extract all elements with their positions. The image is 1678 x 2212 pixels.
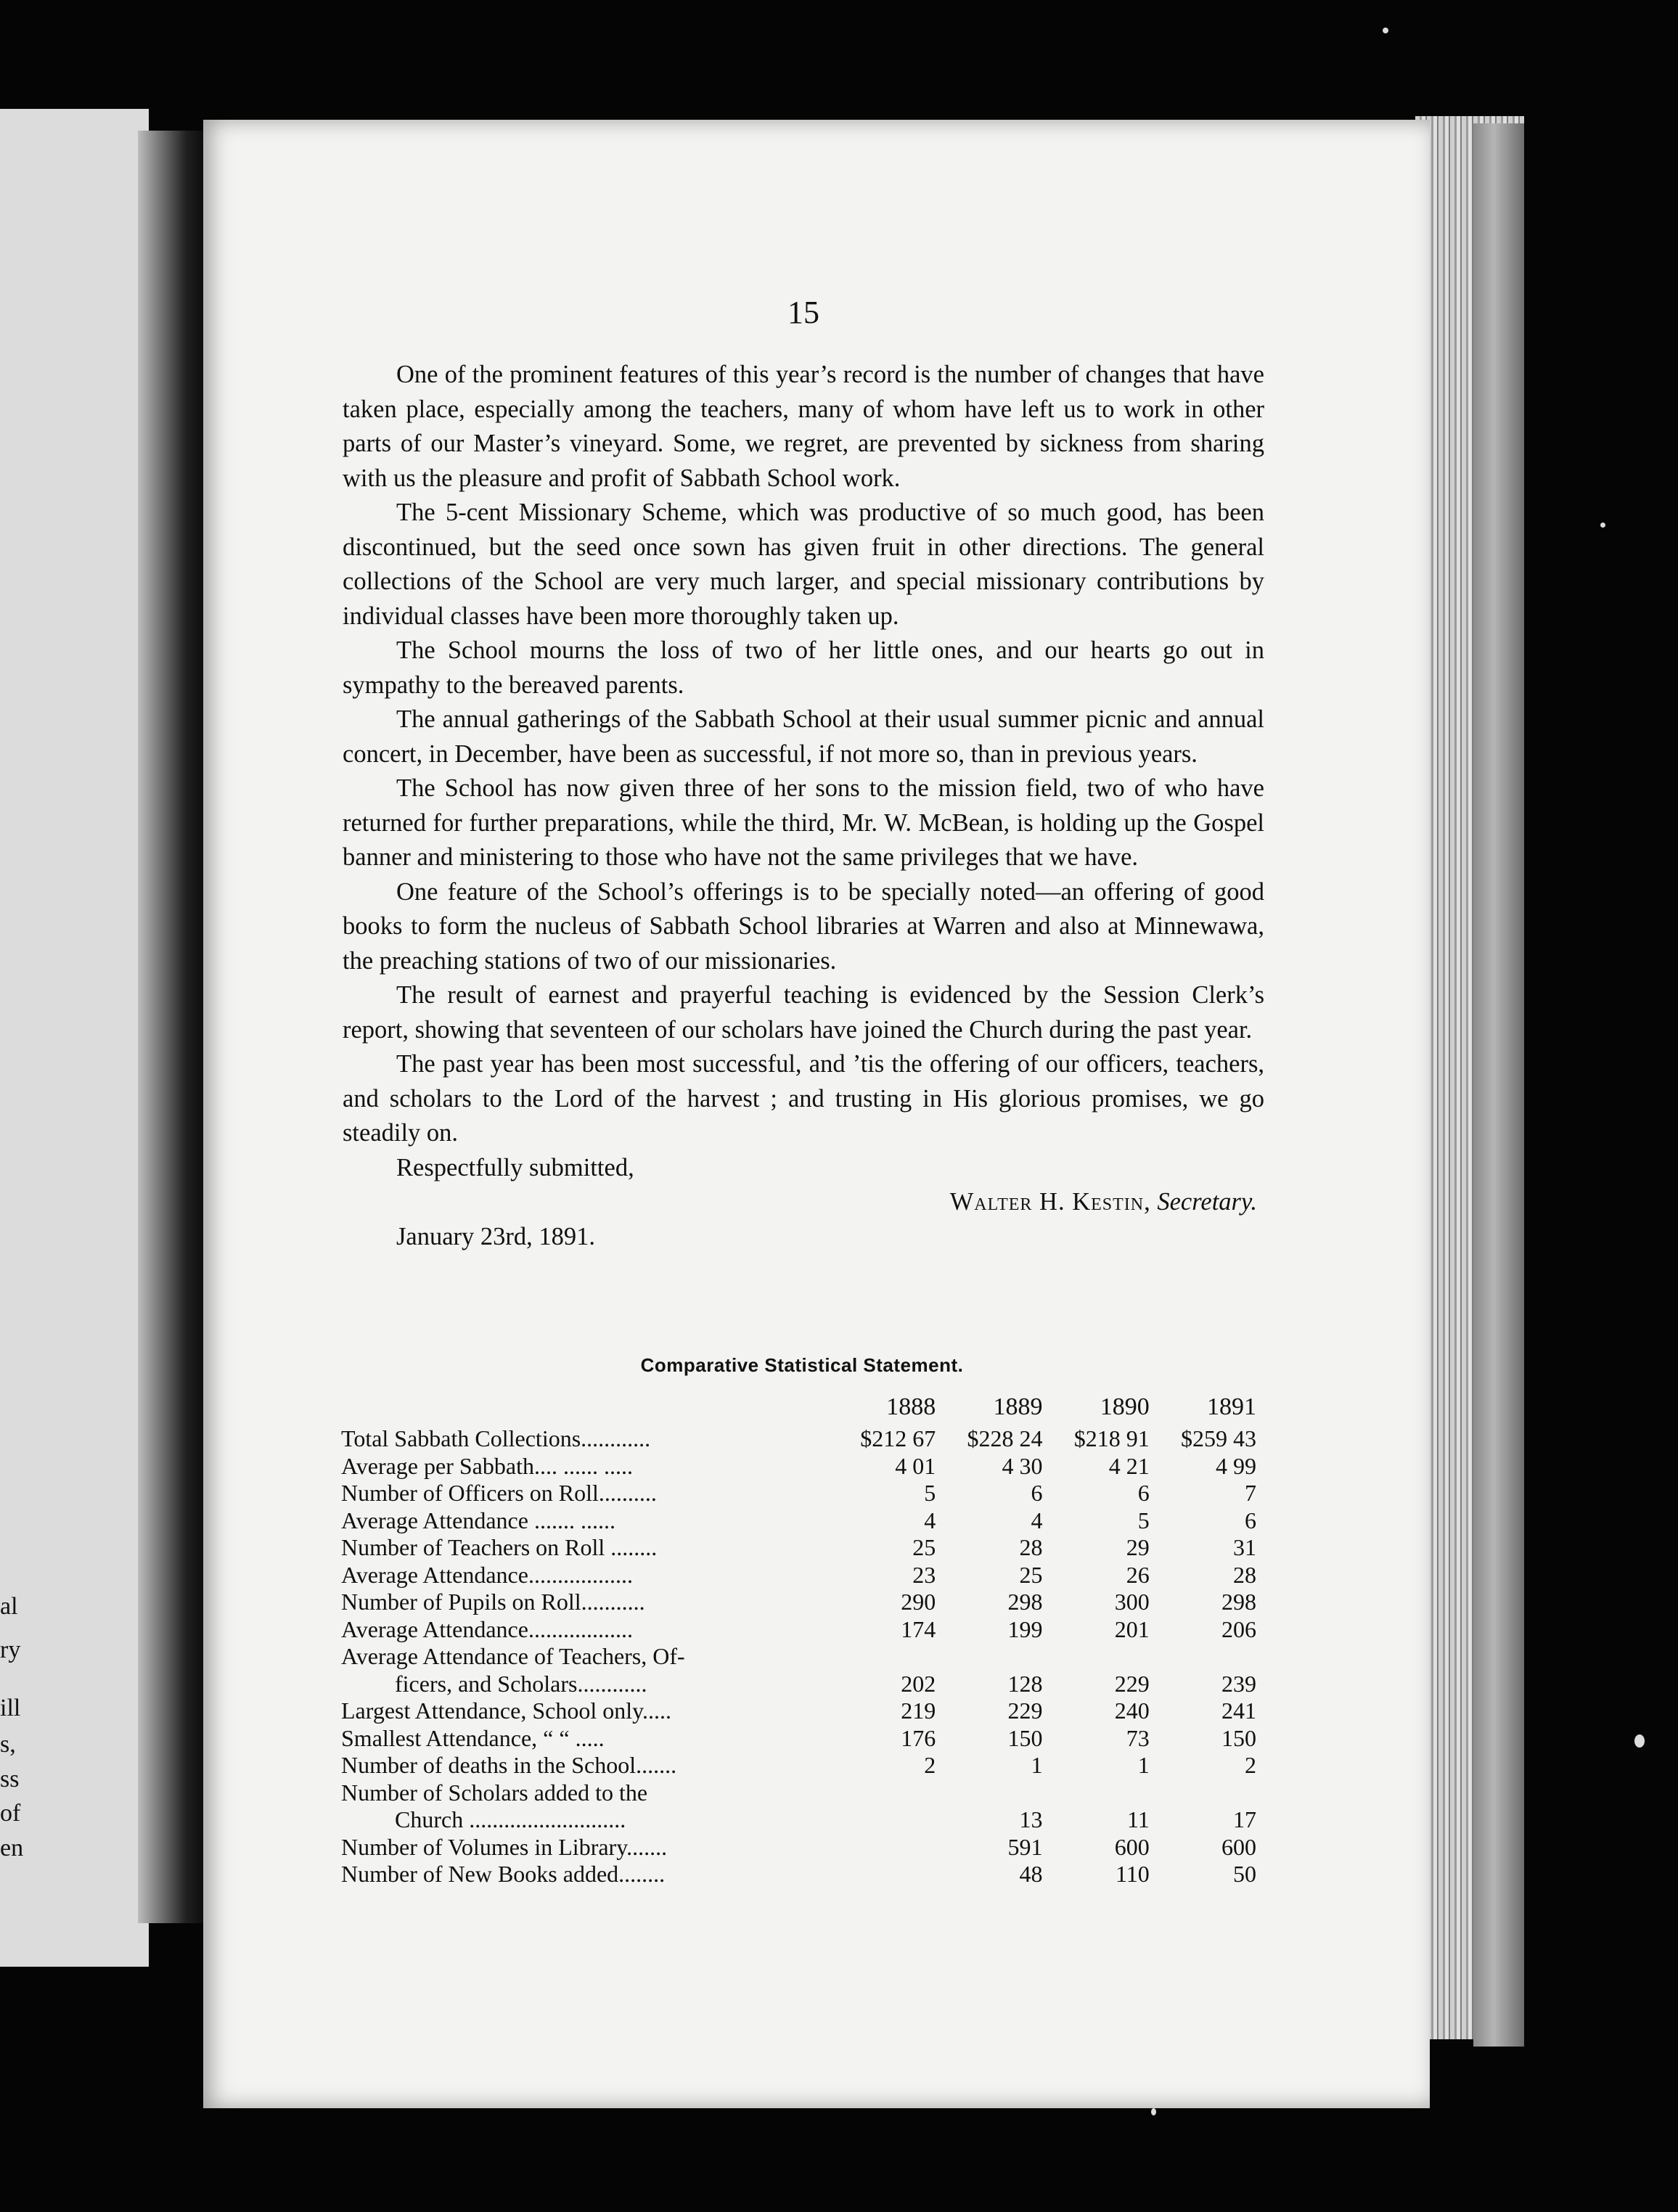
cell-value: $212 67 <box>860 1425 936 1451</box>
cell-value: 290 <box>901 1589 936 1615</box>
row-label: ficers, and Scholars............ <box>395 1670 647 1697</box>
row-label: Average Attendance ....... ...... <box>341 1507 615 1533</box>
cell-value: 219 <box>901 1697 936 1724</box>
cell-value <box>839 1834 946 1861</box>
cell-value: 6 <box>1137 1480 1150 1506</box>
paragraph: The 5-cent Missionary Scheme, which was productive of so much good, has been discontinued, but the seed once sown has given fruit in other directions. The general collections of the School are very much larger, and special missionary contributions by individual classes have been more thoroughly taken up. <box>343 499 1264 630</box>
cell-value: 229 <box>1114 1670 1150 1697</box>
cell-value: 300 <box>1114 1589 1150 1615</box>
table-row <box>341 1425 1266 1453</box>
cell-value: 1 <box>1031 1752 1043 1778</box>
paragraph: The School has now given three of her sons to the mission field, two of who have returned for further preparations, while the third, Mr. W. McBean, is holding up the Gospel banner and ministering to those who have not the same privileges that we have. <box>343 774 1264 871</box>
cell-value: 23 <box>912 1561 936 1588</box>
cell-value: 1 <box>1137 1752 1150 1778</box>
cell-value: 26 <box>1126 1561 1150 1588</box>
table-body <box>341 1425 1266 1888</box>
cell-value: 229 <box>1007 1697 1043 1724</box>
paragraph: One feature of the School’s offerings is to be specially noted—an offering of good books to form the nucleus of Sabbath School libraries at Warren and also at Minnewawa, the preaching stations of two of our missionaries. <box>343 877 1264 975</box>
table-row <box>341 1697 1266 1725</box>
cell-value <box>839 1643 946 1671</box>
speck <box>1634 1734 1645 1748</box>
paragraph: The annual gatherings of the Sabbath School at their usual summer picnic and annual concert, in December, have been as successful, if not more so, than in previous years. <box>343 705 1264 768</box>
cell-value: 13 <box>1019 1806 1043 1832</box>
row-label: Number of Scholars added to the <box>341 1779 648 1806</box>
table-title: Comparative Statistical Statement. <box>640 1354 964 1376</box>
cell-value: 4 <box>924 1507 936 1533</box>
table-row <box>341 1834 1266 1861</box>
cell-value: 2 <box>924 1752 936 1778</box>
cell-value: 50 <box>1233 1861 1256 1887</box>
cell-value: 241 <box>1221 1697 1256 1724</box>
facing-page-fragment: al <box>0 1593 18 1620</box>
table-row <box>341 1779 1266 1807</box>
cell-value: 600 <box>1221 1833 1256 1860</box>
speck <box>1383 28 1388 33</box>
closing-line: Respectfully submitted, <box>396 1153 634 1181</box>
cell-value: 206 <box>1221 1615 1256 1642</box>
facing-page-fragment: en <box>0 1835 24 1861</box>
cell-value: 128 <box>1007 1670 1043 1697</box>
book-cover-edge <box>1473 123 1524 2047</box>
cell-value <box>946 1779 1052 1807</box>
cell-value: 174 <box>901 1615 936 1642</box>
year-header: 1888 <box>886 1393 936 1420</box>
signature-block <box>343 1185 1264 1220</box>
signature-name: Walter H. Kestin, <box>949 1188 1151 1216</box>
statistics-table <box>341 1393 1266 1888</box>
speck <box>1151 2108 1156 2115</box>
cell-value: 11 <box>1126 1806 1150 1832</box>
paragraph: The School mourns the loss of two of her little ones, and our hearts go out in sympathy to the bereaved parents. <box>343 636 1264 699</box>
cell-value: 5 <box>1137 1507 1150 1533</box>
cell-value: 176 <box>901 1724 936 1751</box>
cell-value <box>1053 1779 1160 1807</box>
table-row <box>341 1589 1266 1616</box>
cell-value: 29 <box>1126 1534 1150 1560</box>
row-label: Average Attendance.................. <box>341 1561 633 1588</box>
table-row <box>341 1534 1266 1562</box>
cell-value <box>1053 1643 1160 1671</box>
facing-page-fragment: ss <box>0 1766 20 1793</box>
cell-value: 25 <box>1019 1561 1043 1588</box>
cell-value: 4 30 <box>1002 1452 1043 1479</box>
cell-value: $218 91 <box>1073 1425 1150 1451</box>
year-header: 1891 <box>1207 1393 1256 1420</box>
facing-page <box>0 109 149 1967</box>
cell-value: $259 43 <box>1181 1425 1256 1451</box>
cell-value: 17 <box>1233 1806 1256 1832</box>
cell-value <box>839 1779 946 1807</box>
row-label: Number of deaths in the School....... <box>341 1752 677 1778</box>
cell-value <box>839 1861 946 1888</box>
row-label: Average Attendance of Teachers, Of- <box>341 1643 685 1669</box>
row-label: Number of Officers on Roll.......... <box>341 1480 657 1506</box>
paragraph: The past year has been most successful, and ’tis the offering of our officers, teachers, and scholars to the Lord of the harvest ; and trusting in His glorious promises, we go steadily on. <box>343 1050 1264 1147</box>
cell-value: 73 <box>1126 1724 1150 1751</box>
cell-value: 48 <box>1019 1861 1043 1887</box>
row-label: Number of New Books added........ <box>341 1861 666 1887</box>
cell-value: 4 21 <box>1108 1452 1150 1479</box>
cell-value: 28 <box>1233 1561 1256 1588</box>
cell-value: 110 <box>1115 1861 1150 1887</box>
cell-value <box>1160 1779 1266 1807</box>
cell-value: 7 <box>1245 1480 1256 1506</box>
cell-value: 6 <box>1245 1507 1256 1533</box>
cell-value: 4 <box>1031 1507 1043 1533</box>
table-row <box>341 1671 1266 1698</box>
table-row <box>341 1480 1266 1507</box>
year-header: 1890 <box>1100 1393 1150 1420</box>
cell-value <box>946 1643 1052 1671</box>
row-label: Smallest Attendance, “ “ ..... <box>341 1724 605 1751</box>
cell-value: 5 <box>924 1480 936 1506</box>
table-header-row <box>341 1393 1266 1425</box>
page-number: 15 <box>787 295 819 330</box>
cell-value: 31 <box>1233 1534 1256 1560</box>
facing-page-fragment: ry <box>0 1637 21 1663</box>
row-label: Largest Attendance, School only..... <box>341 1697 672 1724</box>
paragraph: The result of earnest and prayerful teaching is evidenced by the Session Clerk’s report, showing that seventeen of our scholars have joined the Church during the past year. <box>343 981 1264 1044</box>
cell-value: 201 <box>1114 1615 1150 1642</box>
table-row <box>341 1562 1266 1589</box>
cell-value: 28 <box>1019 1534 1043 1560</box>
cell-value: 591 <box>1007 1833 1043 1860</box>
cell-value: 150 <box>1221 1724 1256 1751</box>
cell-value: 4 01 <box>895 1452 936 1479</box>
row-label: Number of Teachers on Roll ........ <box>341 1534 658 1560</box>
table-row <box>341 1752 1266 1779</box>
paragraph: One of the prominent features of this year’s record is the number of changes that have taken place, especially among the teachers, many of whom have left us to work in other parts of our Master’s vineyard. Some, we regret, are prevented by sickness from sharing with us the pleasure and profit of Sabbath School work. <box>343 361 1264 492</box>
cell-value <box>839 1806 946 1834</box>
table-row <box>341 1643 1266 1671</box>
cell-value: 150 <box>1007 1724 1043 1751</box>
cell-value: 199 <box>1007 1615 1043 1642</box>
cell-value: $228 24 <box>967 1425 1043 1451</box>
cell-value: 2 <box>1245 1752 1256 1778</box>
cell-value: 240 <box>1114 1697 1150 1724</box>
cell-value: 600 <box>1114 1833 1150 1860</box>
row-label: Number of Volumes in Library....... <box>341 1833 668 1860</box>
table-row <box>341 1507 1266 1535</box>
table-row <box>341 1725 1266 1753</box>
cell-value: 239 <box>1221 1670 1256 1697</box>
table-row <box>341 1861 1266 1888</box>
row-label: Total Sabbath Collections............ <box>341 1425 651 1451</box>
report-body <box>343 358 1264 1254</box>
table-row <box>341 1806 1266 1834</box>
cell-value: 25 <box>912 1534 936 1560</box>
cell-value: 6 <box>1031 1480 1043 1506</box>
year-header: 1889 <box>993 1393 1043 1420</box>
facing-page-fragment: of <box>0 1800 21 1827</box>
cell-value: 4 99 <box>1216 1452 1256 1479</box>
table-row <box>341 1616 1266 1644</box>
speck <box>1600 523 1605 528</box>
report-date: January 23rd, 1891. <box>396 1222 596 1250</box>
cell-value: 298 <box>1221 1589 1256 1615</box>
facing-page-fragment: s, <box>0 1731 16 1758</box>
row-label: Average Attendance.................. <box>341 1615 633 1642</box>
header-spacer <box>341 1393 839 1425</box>
facing-page-fragment: ill <box>0 1695 21 1721</box>
cell-value: 202 <box>901 1670 936 1697</box>
cell-value <box>1160 1643 1266 1671</box>
book-gutter <box>138 131 207 1923</box>
row-label: Church ........................... <box>395 1806 626 1832</box>
signature <box>950 1185 1257 1220</box>
table-row <box>341 1453 1266 1480</box>
signature-title: Secretary. <box>1157 1188 1257 1216</box>
row-label: Number of Pupils on Roll........... <box>341 1589 645 1615</box>
cell-value: 298 <box>1007 1589 1043 1615</box>
row-label: Average per Sabbath.... ...... ..... <box>341 1452 633 1479</box>
